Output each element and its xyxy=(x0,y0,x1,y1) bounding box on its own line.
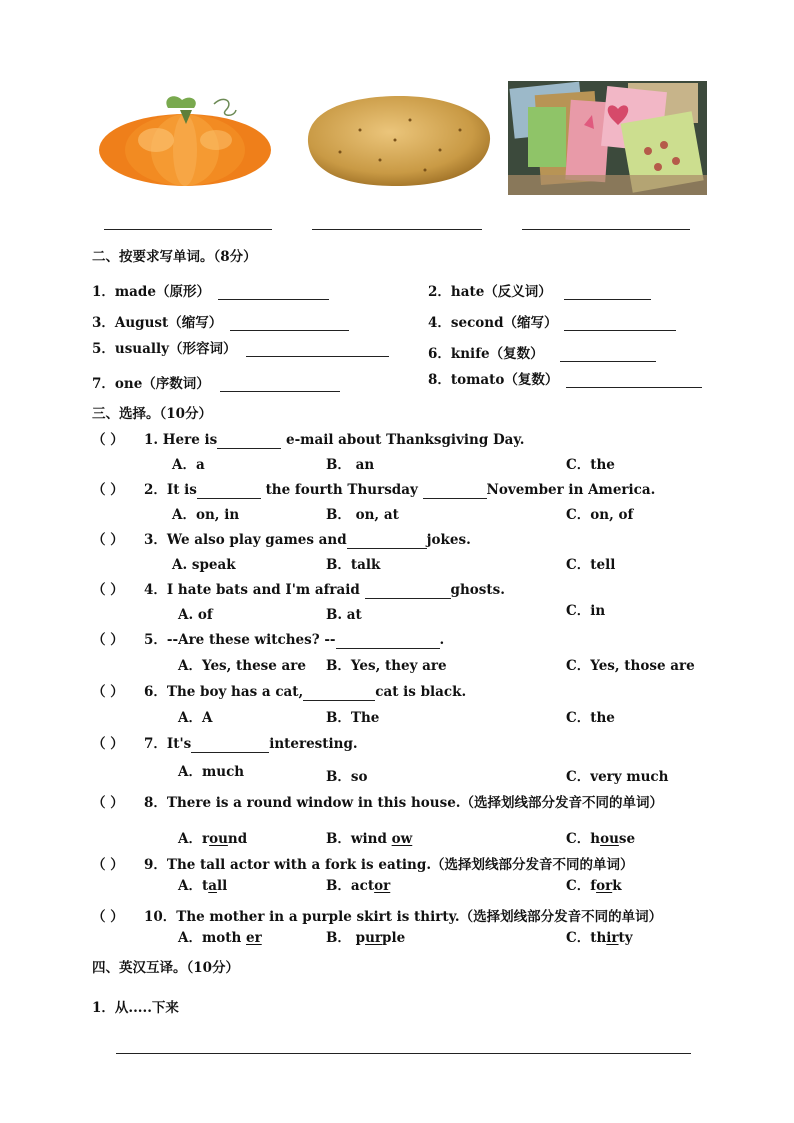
q8-option-a[interactable]: A．round xyxy=(178,831,248,847)
s2-blank-3[interactable] xyxy=(230,330,349,331)
q4-option-c[interactable]: C．in xyxy=(566,603,606,619)
q9-paren[interactable]: （ ） xyxy=(92,857,124,873)
s2-item-3: 3．August（缩写） xyxy=(92,315,223,331)
section3-title: 三、选择。（10分） xyxy=(92,406,213,422)
q10-stem: 10．The mother in a purple skirt is thirty.（选择划线部分发音不同的单词） xyxy=(144,909,663,925)
q8-paren[interactable]: （ ） xyxy=(92,795,124,811)
pumpkin-image xyxy=(96,88,274,190)
q1-option-b[interactable]: B． an xyxy=(326,457,375,473)
q8-option-c[interactable]: C．house xyxy=(566,831,636,847)
q4-option-a[interactable]: A. of xyxy=(178,607,213,623)
s2-item-1: 1．made（原形） xyxy=(92,284,210,300)
potato-answer-line[interactable] xyxy=(312,229,482,230)
q1-option-c[interactable]: C．the xyxy=(566,457,615,473)
q10-option-b[interactable]: B． purple xyxy=(326,930,406,946)
q7-stem: 7．It's interesting. xyxy=(144,736,358,752)
q6-option-c[interactable]: C．the xyxy=(566,710,615,726)
q3-option-c[interactable]: C．tell xyxy=(566,557,616,573)
s4-answer-line-1[interactable] xyxy=(116,1053,691,1054)
section2-title: 二、按要求写单词。（8分） xyxy=(92,249,257,265)
s2-item-4: 4．second（缩写） xyxy=(428,315,558,331)
q7-blank[interactable] xyxy=(191,738,269,753)
potato-image xyxy=(300,90,494,190)
q6-stem: 6．The boy has a cat, cat is black. xyxy=(144,684,467,700)
s2-blank-7[interactable] xyxy=(220,391,340,392)
q3-option-a[interactable]: A. speak xyxy=(172,557,236,573)
s2-item-8: 8．tomato（复数） xyxy=(428,372,559,388)
q2-blank-2[interactable] xyxy=(423,484,487,499)
s2-item-7: 7．one（序数词） xyxy=(92,376,210,392)
q6-blank[interactable] xyxy=(303,686,375,701)
q7-option-c[interactable]: C．very much xyxy=(566,769,669,785)
q7-option-a[interactable]: A．much xyxy=(178,764,245,780)
q8-stem: 8．There is a round window in this house.（选择划线部分发音不同的单词） xyxy=(144,795,663,811)
q3-option-b[interactable]: B．talk xyxy=(326,557,381,573)
q6-option-b[interactable]: B．The xyxy=(326,710,380,726)
q9-option-c[interactable]: C．fork xyxy=(566,878,622,894)
q1-stem: 1. Here is e-mail about Thanksgiving Day. xyxy=(144,432,525,448)
q7-paren[interactable]: （ ） xyxy=(92,736,124,752)
s2-item-6: 6．knife（复数） xyxy=(428,346,544,362)
q2-option-a[interactable]: A．on, in xyxy=(172,507,240,523)
s4-item-1: 1．从.....下来 xyxy=(92,1000,179,1016)
q5-stem: 5．--Are these witches? -- . xyxy=(144,632,445,648)
q1-blank[interactable] xyxy=(217,434,281,449)
q8-option-b[interactable]: B．wind ow xyxy=(326,831,413,847)
q2-option-c[interactable]: C．on, of xyxy=(566,507,634,523)
q5-option-b[interactable]: B．Yes, they are xyxy=(326,658,447,674)
s2-blank-5[interactable] xyxy=(246,356,389,357)
q4-stem: 4．I hate bats and I'm afraid ghosts. xyxy=(144,582,505,598)
greeting-cards-image xyxy=(508,81,707,195)
q2-stem: 2．It is the fourth Thursday November in America. xyxy=(144,482,656,498)
pumpkin-answer-line[interactable] xyxy=(104,229,272,230)
q3-paren[interactable]: （ ） xyxy=(92,532,124,548)
s2-blank-1[interactable] xyxy=(218,299,329,300)
q9-option-b[interactable]: B．actor xyxy=(326,878,391,894)
s2-item-5: 5．usually（形容词） xyxy=(92,341,237,357)
q1-paren[interactable]: （ ） xyxy=(92,432,124,448)
q2-option-b[interactable]: B． on, at xyxy=(326,507,399,523)
s2-item-2: 2．hate（反义词） xyxy=(428,284,552,300)
q10-option-a[interactable]: A．moth er xyxy=(178,930,262,946)
q9-option-a[interactable]: A．tall xyxy=(178,878,228,894)
q2-blank-1[interactable] xyxy=(197,484,261,499)
q4-paren[interactable]: （ ） xyxy=(92,582,124,598)
s2-blank-4[interactable] xyxy=(564,330,676,331)
cards-answer-line[interactable] xyxy=(522,229,690,230)
s2-blank-6[interactable] xyxy=(560,361,656,362)
q5-blank[interactable] xyxy=(336,634,440,649)
s2-blank-8[interactable] xyxy=(566,387,702,388)
q9-stem: 9．The tall actor with a fork is eating.（选择划线部分发音不同的单词） xyxy=(144,857,634,873)
q4-blank[interactable] xyxy=(365,584,451,599)
q1-option-a[interactable]: A．a xyxy=(172,457,205,473)
q3-stem: 3．We also play games and jokes. xyxy=(144,532,471,548)
q10-paren[interactable]: （ ） xyxy=(92,909,124,925)
q5-paren[interactable]: （ ） xyxy=(92,632,124,648)
q5-option-c[interactable]: C．Yes, those are xyxy=(566,658,695,674)
s2-blank-2[interactable] xyxy=(564,299,651,300)
q7-option-b[interactable]: B．so xyxy=(326,769,368,785)
q5-option-a[interactable]: A．Yes, these are xyxy=(178,658,307,674)
q6-paren[interactable]: （ ） xyxy=(92,684,124,700)
q10-option-c[interactable]: C．thirty xyxy=(566,930,633,946)
q6-option-a[interactable]: A．A xyxy=(178,710,213,726)
section4-title: 四、英汉互译。（10分） xyxy=(92,960,240,976)
q2-paren[interactable]: （ ） xyxy=(92,482,124,498)
q4-option-b[interactable]: B. at xyxy=(326,607,362,623)
q3-blank[interactable] xyxy=(347,534,427,549)
